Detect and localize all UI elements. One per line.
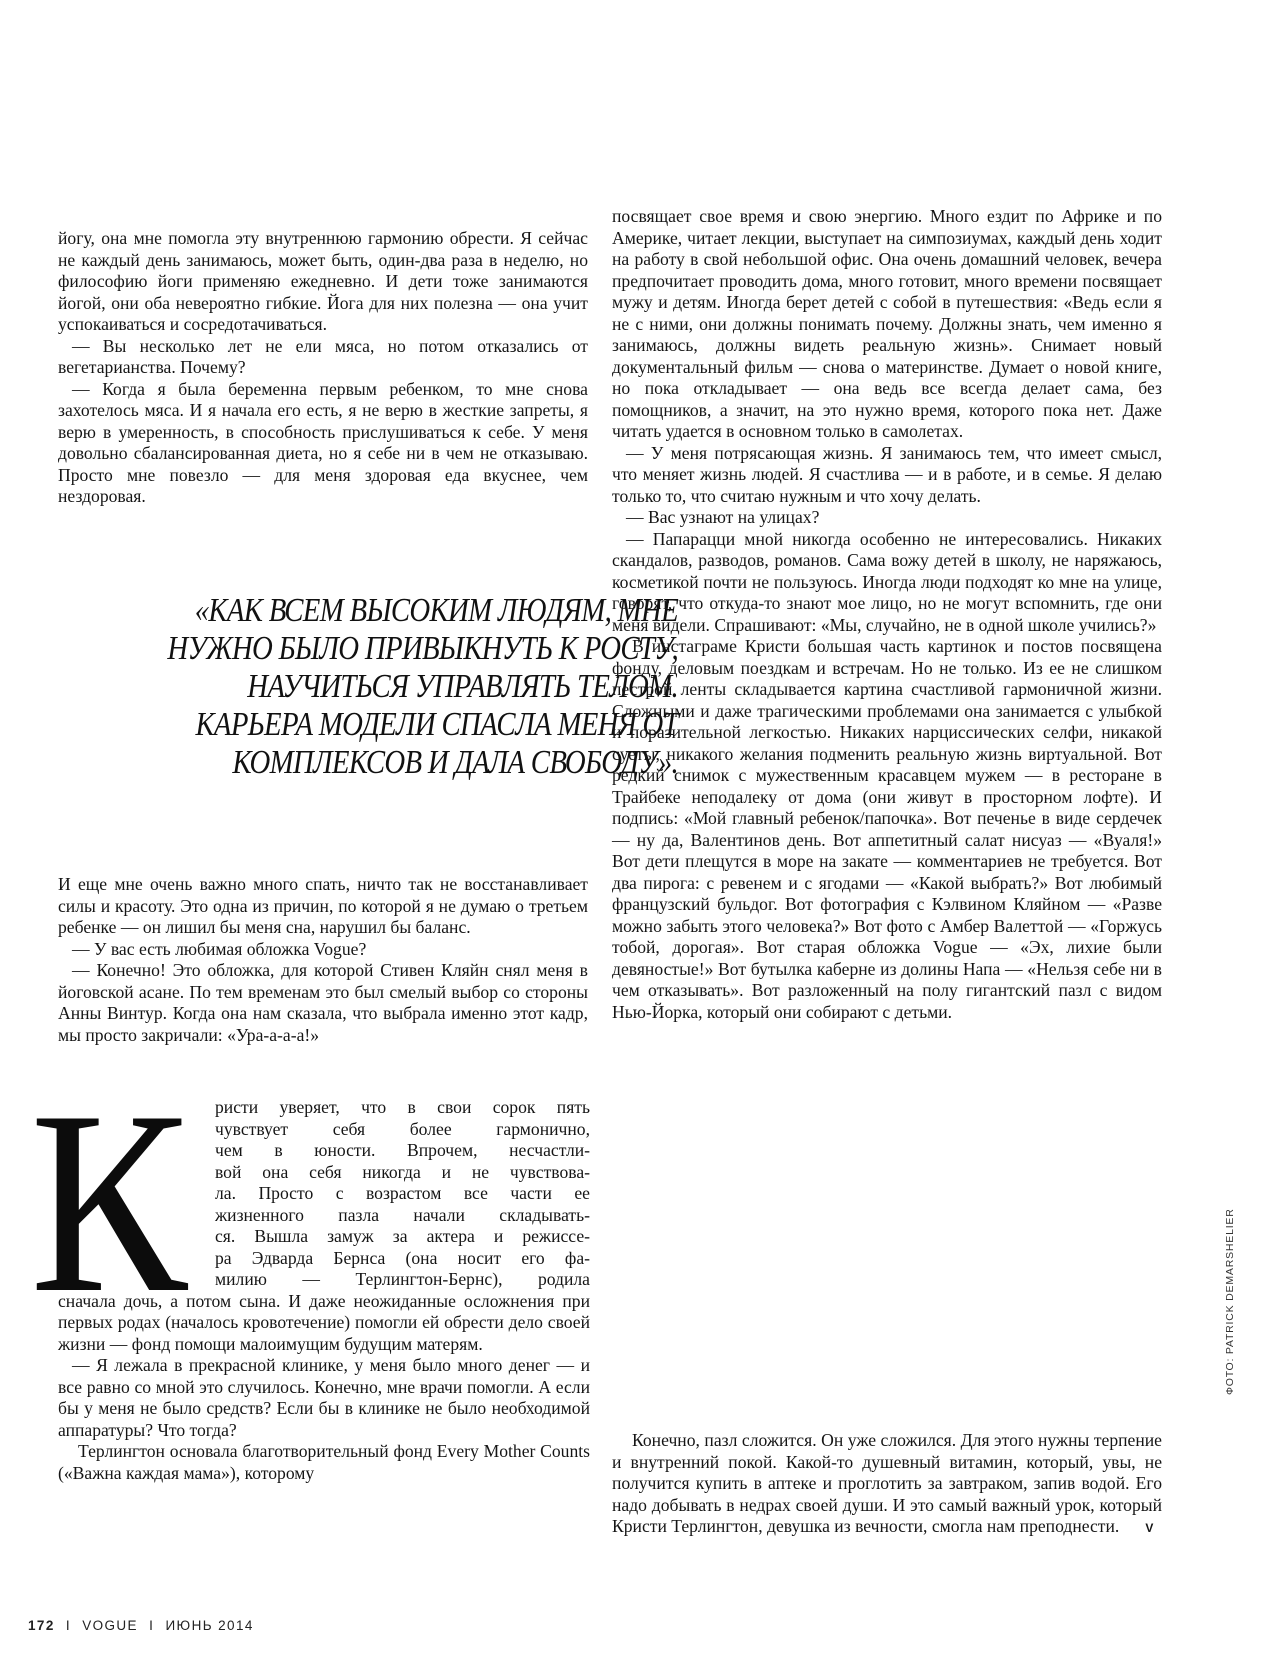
page-number: 172 bbox=[28, 1618, 55, 1633]
interview-line: — Я лежала в прекрасной клинике, у меня было много денег — и все равно со мной это случилось. Конечно, мне врачи помогли. А если бы у меня не было средств? Если бы в клинике не было необходимой аппаратуры? Что тогда? bbox=[58, 1355, 590, 1440]
dropcap-line: ла. Просто с возрастом все части ее bbox=[215, 1183, 590, 1203]
photo-credit: ФОТО: PATRICK DEMARSHELIER bbox=[1224, 1208, 1236, 1395]
interview-line: — У меня потрясающая жизнь. Я занимаюсь тем, что имеет смысл, что меняет жизнь людей. Я счастлива — и в работе, и в семье. Я делаю только то, что считаю нужным и что хочу делать. bbox=[612, 442, 1162, 506]
dropcap-line: ра Эдварда Бернса (она носит его фа- bbox=[215, 1247, 590, 1268]
dropcap-line: чем в юности. Впрочем, несчастли- bbox=[215, 1140, 590, 1160]
pull-quote: «КАК ВСЕМ ВЫСОКИМ ЛЮДЯМ, МНЕ НУЖНО БЫЛО ПРИВЫКНУТЬ К РОСТУ, НАУЧИТЬСЯ УПРАВЛЯТЬ ТЕЛОМ. КАРЬЕРА МОДЕЛИ СПАСЛА МЕНЯ ОТ КОМПЛЕКСОВ И ДАЛА СВОБОДУ». bbox=[167, 592, 678, 781]
dropcap-paragraph-rest: сначала дочь, а потом сына. И даже неожиданные осложнения при первых родах (началось кровотечение) помогли ей обрести дело своей жизни — фонд помощи малоимущим будущим матерям. bbox=[58, 1290, 590, 1354]
interview-line: — Папарацци мной никогда особенно не интересовались. Никаких скандалов, разводов, романов. Сама вожу детей в школу, не наряжаюсь, косметикой почти не пользуюсь. Иногда люди подходят ко мне на улице, говорят, что откуда-то знают мое лицо, но не могут вспомнить, где они меня видели. Спрашивают: «Мы, случайно, не в одной школе учились?» bbox=[612, 528, 1162, 635]
article-column-left-top bbox=[58, 228, 588, 508]
dropcap-paragraph bbox=[30, 1057, 590, 1484]
interview-line: — Вы несколько лет не ели мяса, но потом отказались от вегетарианства. Почему? bbox=[58, 335, 588, 377]
interview-line: — Когда я была беременна первым ребенком, то мне снова захотелось мяса. И я начала его есть, я не верю в жесткие запреты, я верю в умеренность, в способность прислушиваться к себе. У меня довольно сбалансированная диета, но я себе ни в чем не отказываю. Просто мне повезло — для меня здоровая еда вкуснее, чем нездоровая. bbox=[58, 378, 588, 506]
magazine-name: VOGUE bbox=[82, 1618, 138, 1633]
interview-line: — Конечно! Это обложка, для которой Стивен Кляйн снял меня в йоговской асане. По тем временам это был смелый выбор со стороны Анны Винтур. Когда она нам сказала, что выбрала именно этот кадр, мы просто закричали: «Ура-а-а-а!» bbox=[58, 960, 588, 1045]
dropcap-line: ся. Вышла замуж за актера и режиссе- bbox=[215, 1226, 590, 1246]
interview-line: — Вас узнают на улицах? bbox=[626, 507, 820, 527]
issue-date: ИЮНЬ 2014 bbox=[165, 1618, 254, 1633]
article-column-left-middle bbox=[58, 874, 588, 1046]
footer-separator: I bbox=[65, 1618, 72, 1633]
footer-separator: I bbox=[149, 1618, 155, 1633]
page-footer bbox=[28, 1618, 254, 1633]
article-column-right-conclusion bbox=[612, 1430, 1162, 1540]
paragraph: посвящает свое время и свою энергию. Много ездит по Африке и по Америке, читает лекции, выступает на симпозиумах, каждый день ходит на работу в свой небольшой офис. Она очень домашний человек, вечера предпочитает проводить дома, много готовит, много времени посвящает мужу и детям. Иногда берет детей с собой в путешествия: «Ведь если я не с ними, они должны понимать почему. Должны знать, чем именно я занимаюсь, должны видеть реальную жизнь». Снимает новый документальный фильм — снова о материнстве. Думает о новой книге, но пока откладывает — она ведь все всегда делает сама, без помощников, а значит, на это нужно время, которого пока нет. Даже читать удается в основном только в самолетах. bbox=[612, 206, 1162, 441]
dropcap-line: чувствует себя более гармонично, bbox=[215, 1118, 590, 1139]
conclusion-text: Конечно, пазл сложится. Он уже сложился. Для этого нужны терпение и внутренний покой. Какой-то душевный витамин, который, увы, не получится купить в аптеке и проглотить за завтраком, запив водой. Его надо добывать в недрах своей души. И это самый важный урок, который Кристи Терлингтон, девушка из вечности, смогла нам преподнести. bbox=[612, 1430, 1162, 1536]
article-column-right bbox=[612, 206, 1162, 1023]
interview-line: — У вас есть любимая обложка Vogue? bbox=[72, 938, 367, 959]
paragraph: И еще мне очень важно много спать, ничто так не восстанавливает силы и красоту. Это одна из причин, по которой я не думаю о третьем ребенке — он лишил бы меня сна, нарушил бы баланс. bbox=[58, 874, 588, 937]
dropcap-line: жизненного пазла начали складывать- bbox=[215, 1204, 590, 1225]
paragraph: йогу, она мне помогла эту внутреннюю гармонию обрести. Я сейчас не каждый день занимаюсь, может быть, один-два раза в неделю, но философию йоги применяю ежедневно. И дети тоже занимаются йогой, они оба невероятно гибкие. Йога для них полезна — она учит успокаиваться и сосредотачиваться. bbox=[58, 228, 588, 334]
conclusion-paragraph bbox=[612, 1430, 1162, 1540]
dropcap-line: ристи уверяет, что в свои сорок пять bbox=[215, 1097, 590, 1117]
paragraph: В инстаграме Кристи большая часть картинок и постов посвящена фонду, деловым поездкам и встречам. Но не только. Из ее не слишком пестрой ленты складывается картина счастливой гармоничной жизни. Сложными и даже трагическими проблемами она занимается с улыбкой и поразительной легкостью. Никаких нарциссических селфи, никакой суеты, никакого желания подменить реальную жизнь виртуальной. Вот редкий снимок с мужественным красавцем мужем — в ресторане в Трайбеке неподалеку от дома (они живут в просторном лофте). И подпись: «Мой главный ребенок/папочка». Вот печенье в виде сердечек — ну да, Валентинов день. Вот аппетитный салат нисуаз — «Вуаля!» Вот дети плещутся в море на закате — комментариев не требуется. Вот два пирога: с ревенем и с ягодами — «Какой выбрать?» Вот любимый французский бульдог. Вот фотография с Кэлвином Кляйном — «Разве можно забыть этого человека?» Вот фото с Амбер Валеттой — «Горжусь тобой, дорогая». Вот старая обложка Vogue — «Эх, лихие были девяностые!» Вот бутылка каберне из долины Напа — «Нельзя себе ни в чем отказывать». Вот разложенный на полу гигантский пазл с видом Нью-Йорка, который они собирают с детьми. bbox=[612, 636, 1162, 1022]
end-mark-icon: V bbox=[1145, 1521, 1154, 1535]
dropcap-line: милию — Терлингтон-Бернс), родила bbox=[215, 1269, 590, 1289]
drop-cap-letter: К bbox=[30, 1057, 188, 1347]
dropcap-line: вой она себя никогда и не чувствова- bbox=[215, 1161, 590, 1182]
paragraph: Терлингтон основала благотворительный фонд Every Mother Counts («Важна каждая мама»), которому bbox=[58, 1441, 590, 1483]
